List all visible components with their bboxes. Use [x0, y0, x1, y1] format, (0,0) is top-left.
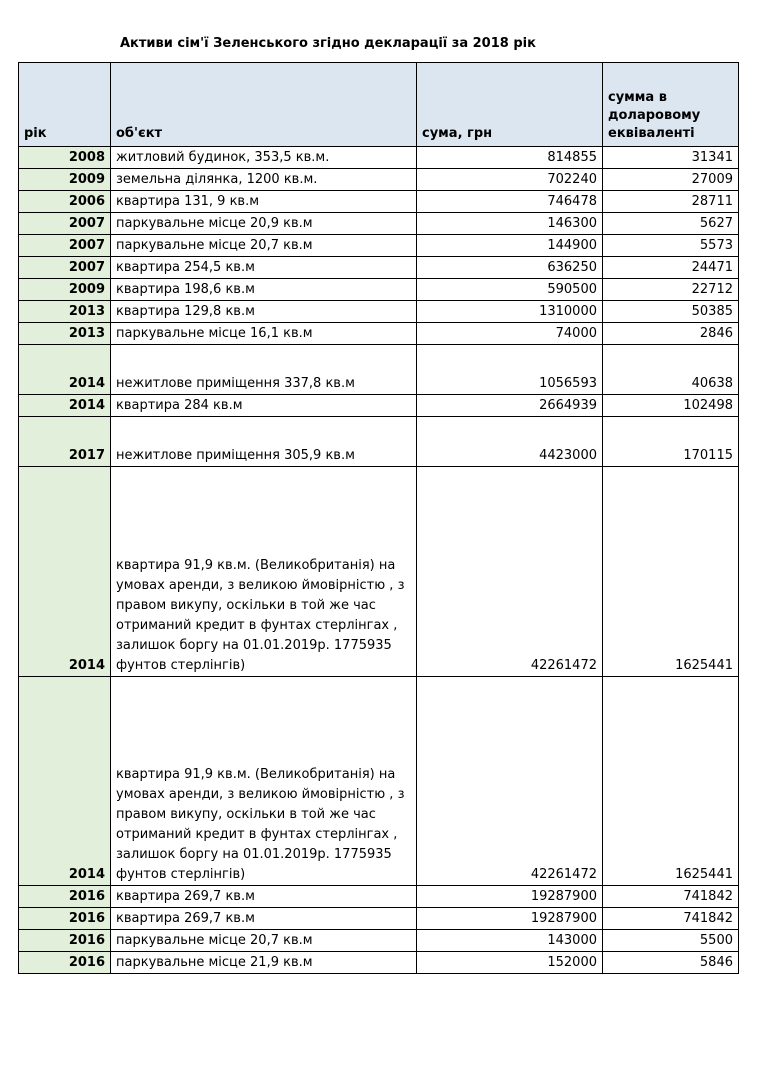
- year-cell: 2014: [19, 467, 111, 677]
- object-cell: паркувальне місце 21,9 кв.м: [111, 952, 417, 974]
- object-cell: нежитлове приміщення 337,8 кв.м: [111, 345, 417, 395]
- sum-uah-cell: 1310000: [417, 301, 603, 323]
- object-cell: квартира 131, 9 кв.м: [111, 191, 417, 213]
- sum-usd-cell: 5500: [603, 930, 739, 952]
- sum-uah-cell: 746478: [417, 191, 603, 213]
- year-cell: 2014: [19, 395, 111, 417]
- assets-table: [18, 62, 739, 974]
- table-row: [19, 886, 739, 908]
- header-year: рік: [19, 63, 111, 147]
- table-row: [19, 213, 739, 235]
- table-row: [19, 467, 739, 677]
- table-body: [19, 147, 739, 974]
- object-cell: паркувальне місце 20,7 кв.м: [111, 930, 417, 952]
- sum-usd-cell: 50385: [603, 301, 739, 323]
- year-cell: 2014: [19, 677, 111, 886]
- year-cell: 2016: [19, 886, 111, 908]
- object-cell: паркувальне місце 20,7 кв.м: [111, 235, 417, 257]
- sum-uah-cell: 146300: [417, 213, 603, 235]
- sum-uah-cell: 19287900: [417, 886, 603, 908]
- sum-uah-cell: 590500: [417, 279, 603, 301]
- sum-uah-cell: 702240: [417, 169, 603, 191]
- year-cell: 2007: [19, 235, 111, 257]
- object-cell: паркувальне місце 16,1 кв.м: [111, 323, 417, 345]
- table-row: [19, 395, 739, 417]
- document-title: Активи сім'ї Зеленського згідно декларації за 2018 рік: [120, 36, 536, 51]
- year-cell: 2009: [19, 169, 111, 191]
- table-row: [19, 279, 739, 301]
- object-cell: паркувальне місце 20,9 кв.м: [111, 213, 417, 235]
- table-row: [19, 345, 739, 395]
- year-cell: 2017: [19, 417, 111, 467]
- sum-usd-cell: 741842: [603, 886, 739, 908]
- sum-usd-cell: 741842: [603, 908, 739, 930]
- sum-uah-cell: 1056593: [417, 345, 603, 395]
- sum-usd-cell: 27009: [603, 169, 739, 191]
- sum-uah-cell: 143000: [417, 930, 603, 952]
- sum-usd-cell: 28711: [603, 191, 739, 213]
- sum-usd-cell: 1625441: [603, 467, 739, 677]
- year-cell: 2007: [19, 213, 111, 235]
- object-cell: квартира 91,9 кв.м. (Великобританія) на умовах аренди, з великою ймовірністю , з правом викупу, оскільки в той же час отриманий кредит в фунтах стерлінгах , залишок боргу на 01.01.2019р. 1775935 фунтов стерлінгів): [111, 677, 417, 886]
- table-row: [19, 952, 739, 974]
- object-cell: квартира 91,9 кв.м. (Великобританія) на умовах аренди, з великою ймовірністю , з правом викупу, оскільки в той же час отриманий кредит в фунтах стерлінгах , залишок боргу на 01.01.2019р. 1775935 фунтов стерлінгів): [111, 467, 417, 677]
- sum-usd-cell: 40638: [603, 345, 739, 395]
- year-cell: 2006: [19, 191, 111, 213]
- sum-usd-cell: 1625441: [603, 677, 739, 886]
- table-row: [19, 930, 739, 952]
- sum-uah-cell: 42261472: [417, 677, 603, 886]
- object-cell: квартира 129,8 кв.м: [111, 301, 417, 323]
- sum-usd-cell: 24471: [603, 257, 739, 279]
- sum-uah-cell: 4423000: [417, 417, 603, 467]
- sum-uah-cell: 144900: [417, 235, 603, 257]
- header-object: об'єкт: [111, 63, 417, 147]
- table-row: [19, 257, 739, 279]
- sum-usd-cell: 5846: [603, 952, 739, 974]
- object-cell: квартира 269,7 кв.м: [111, 908, 417, 930]
- sum-usd-cell: 5627: [603, 213, 739, 235]
- table-row: [19, 235, 739, 257]
- table-row: [19, 677, 739, 886]
- table-row: [19, 191, 739, 213]
- sum-usd-cell: 22712: [603, 279, 739, 301]
- sum-usd-cell: 5573: [603, 235, 739, 257]
- sum-uah-cell: 42261472: [417, 467, 603, 677]
- sum-uah-cell: 2664939: [417, 395, 603, 417]
- object-cell: квартира 198,6 кв.м: [111, 279, 417, 301]
- sum-usd-cell: 31341: [603, 147, 739, 169]
- table-row: [19, 908, 739, 930]
- year-cell: 2014: [19, 345, 111, 395]
- year-cell: 2016: [19, 930, 111, 952]
- year-cell: 2008: [19, 147, 111, 169]
- sum-usd-cell: 102498: [603, 395, 739, 417]
- object-cell: квартира 269,7 кв.м: [111, 886, 417, 908]
- table-row: [19, 417, 739, 467]
- table-row: [19, 169, 739, 191]
- object-cell: земельна ділянка, 1200 кв.м.: [111, 169, 417, 191]
- object-cell: квартира 284 кв.м: [111, 395, 417, 417]
- year-cell: 2009: [19, 279, 111, 301]
- table-row: [19, 323, 739, 345]
- sum-uah-cell: 74000: [417, 323, 603, 345]
- sum-usd-cell: 170115: [603, 417, 739, 467]
- year-cell: 2013: [19, 301, 111, 323]
- year-cell: 2007: [19, 257, 111, 279]
- year-cell: 2016: [19, 952, 111, 974]
- year-cell: 2016: [19, 908, 111, 930]
- table-row: [19, 147, 739, 169]
- sum-uah-cell: 636250: [417, 257, 603, 279]
- object-cell: житловий будинок, 353,5 кв.м.: [111, 147, 417, 169]
- table-header-row: [19, 63, 739, 147]
- object-cell: квартира 254,5 кв.м: [111, 257, 417, 279]
- year-cell: 2013: [19, 323, 111, 345]
- header-sum-uah: сума, грн: [417, 63, 603, 147]
- sum-uah-cell: 814855: [417, 147, 603, 169]
- sum-uah-cell: 19287900: [417, 908, 603, 930]
- sum-uah-cell: 152000: [417, 952, 603, 974]
- sum-usd-cell: 2846: [603, 323, 739, 345]
- table-row: [19, 301, 739, 323]
- header-sum-usd: сумма в доларовому еквіваленті: [603, 63, 739, 147]
- object-cell: нежитлове приміщення 305,9 кв.м: [111, 417, 417, 467]
